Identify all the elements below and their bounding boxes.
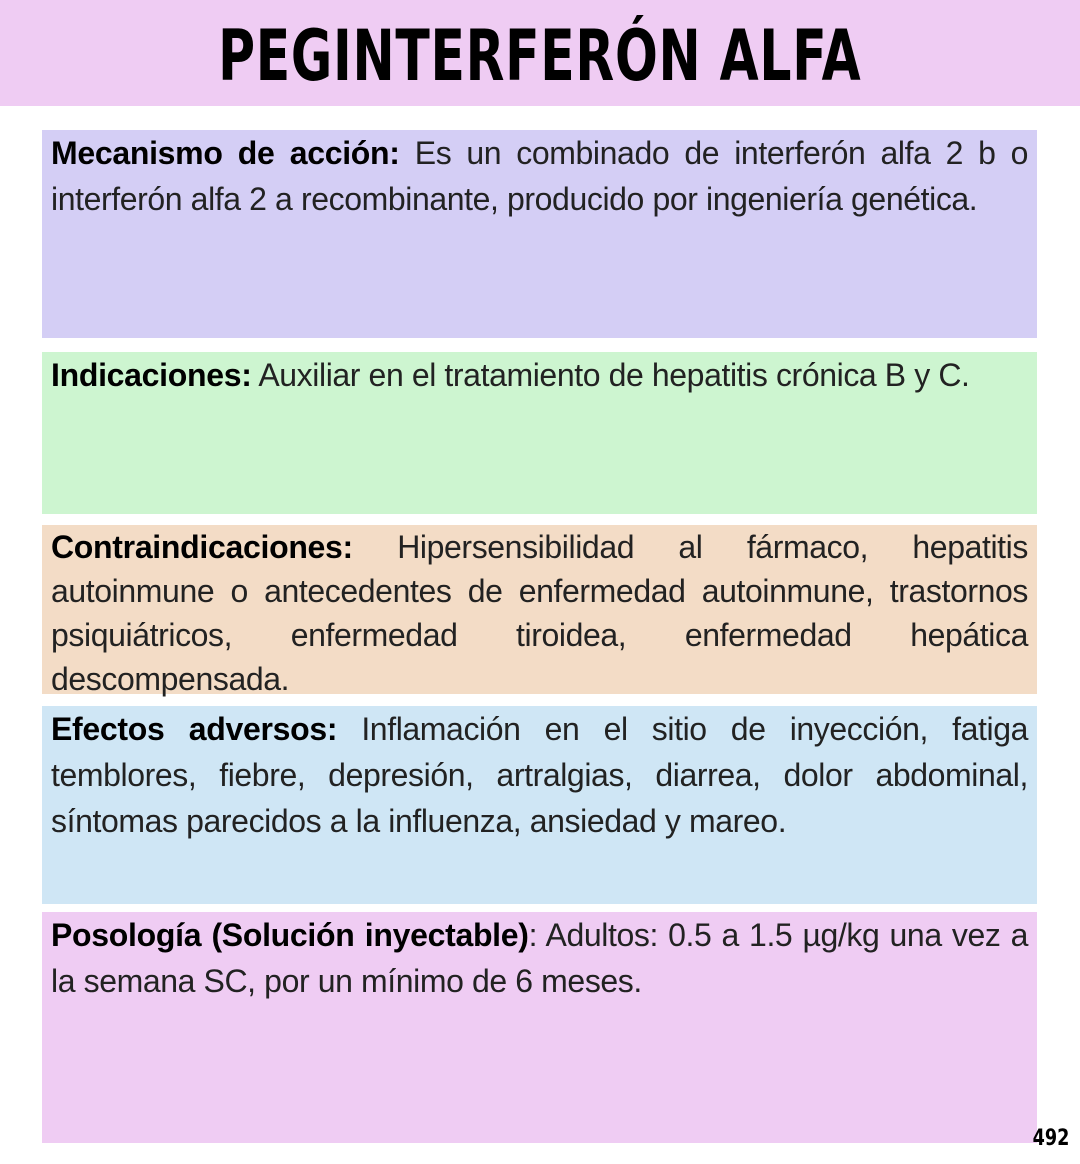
section-contraindicaciones <box>42 525 1037 697</box>
section-label: Mecanismo de acción: <box>51 135 400 171</box>
page-number: 492 <box>1032 1126 1070 1151</box>
section-text: Es un combinado de interferón alfa 2 b o interferón alfa 2 a recombinante, producido por ingeniería genética. <box>51 135 1028 217</box>
page-title: PEGINTERFERÓN ALFA <box>218 15 862 97</box>
title-banner <box>0 0 1080 106</box>
section-label: Indicaciones: <box>51 357 252 393</box>
section-mecanismo <box>42 130 1037 338</box>
section-text: Inflamación en el sitio de inyección, fatiga temblores, fiebre, depresión, artralgias, diarrea, dolor abdominal, síntomas parecidos a la influenza, ansiedad y mareo. <box>51 711 1028 839</box>
section-label: Posología (Solución inyectable) <box>51 917 529 953</box>
section-text: Hipersensibilidad al fármaco, hepatitis autoinmune o antecedentes de enfermedad autoinmune, trastornos psiquiátricos, enfermedad tiroidea, enfermedad hepática descompensada. <box>51 529 1028 697</box>
section-label: Efectos adversos: <box>51 711 338 747</box>
section-label: Contraindicaciones: <box>51 529 353 565</box>
section-indicaciones <box>42 352 1037 514</box>
section-text: Auxiliar en el tratamiento de hepatitis crónica B y C. <box>251 357 970 393</box>
section-efectos-adversos <box>42 706 1037 904</box>
section-text: : Adultos: 0.5 a 1.5 µg/kg una vez a la semana SC, por un mínimo de 6 meses. <box>51 917 1029 999</box>
section-posologia <box>42 912 1037 1143</box>
